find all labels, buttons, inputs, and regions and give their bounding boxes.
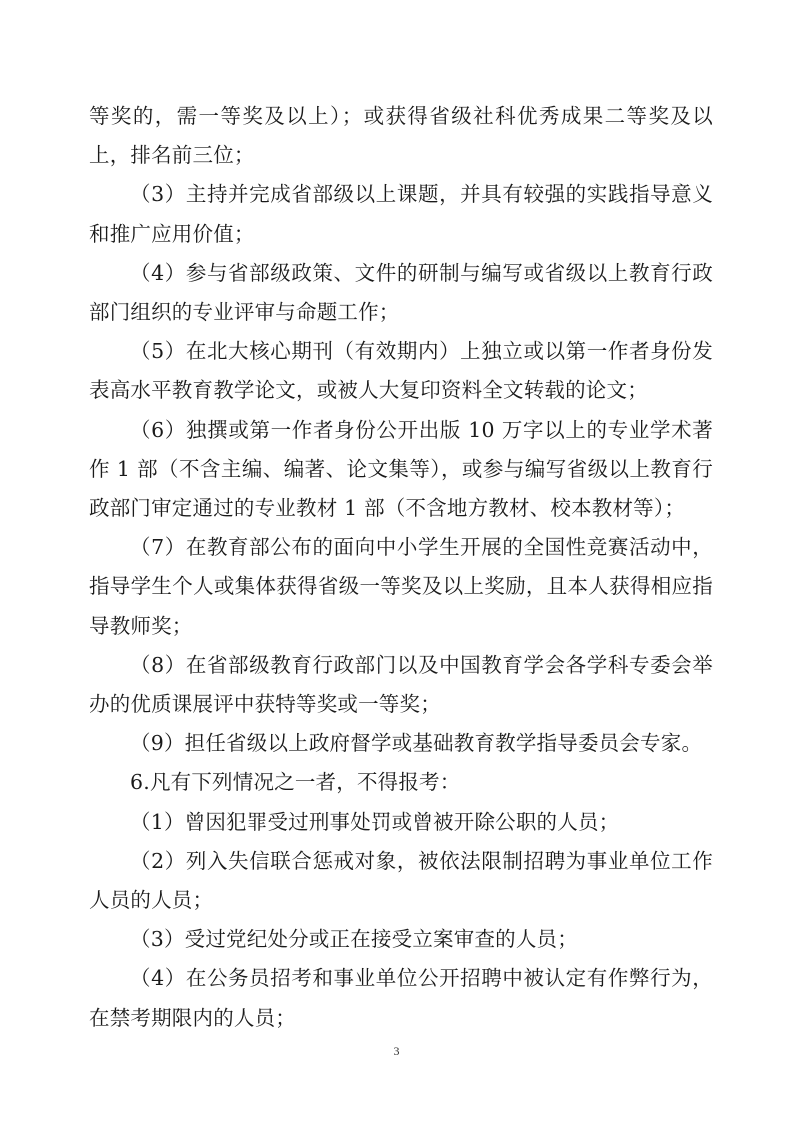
paragraph-item-6: （6）独撰或第一作者身份公开出版 10 万字以上的专业学术著作 1 部（不含主编、编著、论文集等），或参与编写省级以上教育行政部门审定通过的专业教材 1 部（不含地方教材、校本教材等）；	[89, 417, 713, 521]
exclusion-item-4: （4）在公务员招考和事业单位公开招聘中被认定有作弊行为，在禁考期限内的人员；	[89, 966, 713, 1030]
paragraph-item-3: （3）主持并完成省部级以上课题，并具有较强的实践指导意义和推广应用价值；	[89, 182, 713, 246]
paragraph-item-8: （8）在省部级教育行政部门以及中国教育学会各学科专委会举办的优质课展评中获特等奖或一等奖；	[89, 652, 713, 717]
section-heading-6: 6.凡有下列情况之一者，不得报考：	[130, 770, 461, 795]
paragraph-continuation: 等奖的，需一等奖及以上）；或获得省级社科优秀成果二等奖及以上，排名前三位；	[89, 104, 713, 168]
document-body	[89, 97, 713, 1038]
paragraph-item-9: （9）担任省级以上政府督学或基础教育教学指导委员会专家。	[130, 731, 703, 756]
page-number: 3	[393, 1044, 400, 1058]
paragraph-item-4: （4）参与省部级政策、文件的研制与编写或省级以上教育行政部门组织的专业评审与命题工作；	[89, 260, 713, 325]
exclusion-item-2: （2）列入失信联合惩戒对象，被依法限制招聘为事业单位工作人员的人员；	[89, 848, 713, 913]
exclusion-item-3: （3）受过党纪处分或正在接受立案审查的人员；	[130, 927, 578, 952]
paragraph-item-7: （7）在教育部公布的面向中小学生开展的全国性竞赛活动中，指导学生个人或集体获得省级一等奖及以上奖励，且本人获得相应指导教师奖；	[89, 535, 713, 638]
paragraph-item-5: （5）在北大核心期刊（有效期内）上独立或以第一作者身份发表高水平教育教学论文，或被人大复印资料全文转载的论文；	[89, 339, 713, 403]
exclusion-item-1: （1）曾因犯罪受过刑事处罚或曾被开除公职的人员；	[130, 809, 620, 834]
